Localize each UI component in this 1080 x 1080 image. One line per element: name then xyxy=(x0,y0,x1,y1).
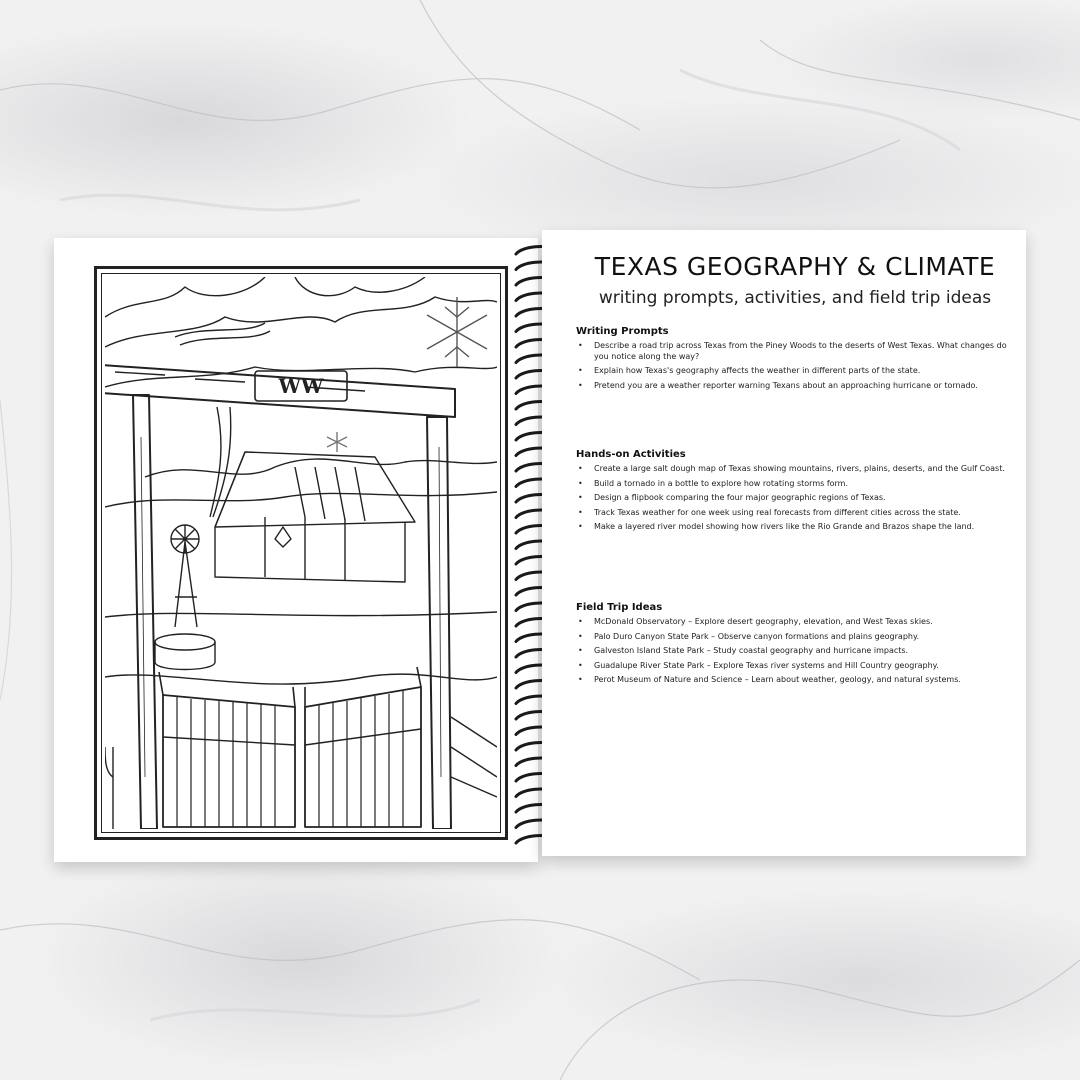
list-item: • Explain how Texas's geography affects the weather in different parts of the state. xyxy=(576,366,1018,377)
list-item: • Design a flipbook comparing the four major geographic regions of Texas. xyxy=(576,493,1018,504)
list-item: • Track Texas weather for one week using real forecasts from different cities across the state. xyxy=(576,508,1018,519)
list-item: • McDonald Observatory – Explore desert geography, elevation, and West Texas skies. xyxy=(576,617,1018,628)
section-heading: Writing Prompts xyxy=(576,326,669,337)
page-title: TEXAS GEOGRAPHY & CLIMATE xyxy=(594,252,996,281)
activity-page xyxy=(542,230,1026,856)
list-item: • Pretend you are a weather reporter warning Texans about an approaching hurricane or tornado. xyxy=(576,381,1018,392)
section-writing-prompts xyxy=(576,326,1018,395)
list-item: • Perot Museum of Nature and Science – Learn about weather, geology, and natural systems. xyxy=(576,675,1018,686)
list-item: • Guadalupe River State Park – Explore Texas river systems and Hill Country geography. xyxy=(576,661,1018,672)
ranch-gate-illustration xyxy=(105,277,497,829)
list-item: • Galveston Island State Park – Study coastal geography and hurricane impacts. xyxy=(576,646,1018,657)
list-item: • Make a layered river model showing how rivers like the Rio Grande and Brazos shape the land. xyxy=(576,522,1018,533)
section-heading: Hands-on Activities xyxy=(576,449,686,460)
section-heading: Field Trip Ideas xyxy=(576,602,663,613)
list-item: • Palo Duro Canyon State Park – Observe canyon formations and plains geography. xyxy=(576,632,1018,643)
section-hands-on-activities xyxy=(576,449,1018,537)
ranch-sign-text: WW xyxy=(278,374,324,398)
coloring-page xyxy=(54,238,538,862)
list-item: • Build a tornado in a bottle to explore how rotating storms form. xyxy=(576,479,1018,490)
page-subtitle: writing prompts, activities, and field trip ideas xyxy=(598,288,992,308)
list-item: • Create a large salt dough map of Texas showing mountains, rivers, plains, deserts, and the Gulf Coast. xyxy=(576,464,1018,475)
section-field-trip-ideas xyxy=(576,602,1018,690)
list-item: • Describe a road trip across Texas from the Piney Woods to the deserts of West Texas. What changes do you notice along the way? xyxy=(576,341,1018,362)
illustration-frame xyxy=(94,266,508,840)
